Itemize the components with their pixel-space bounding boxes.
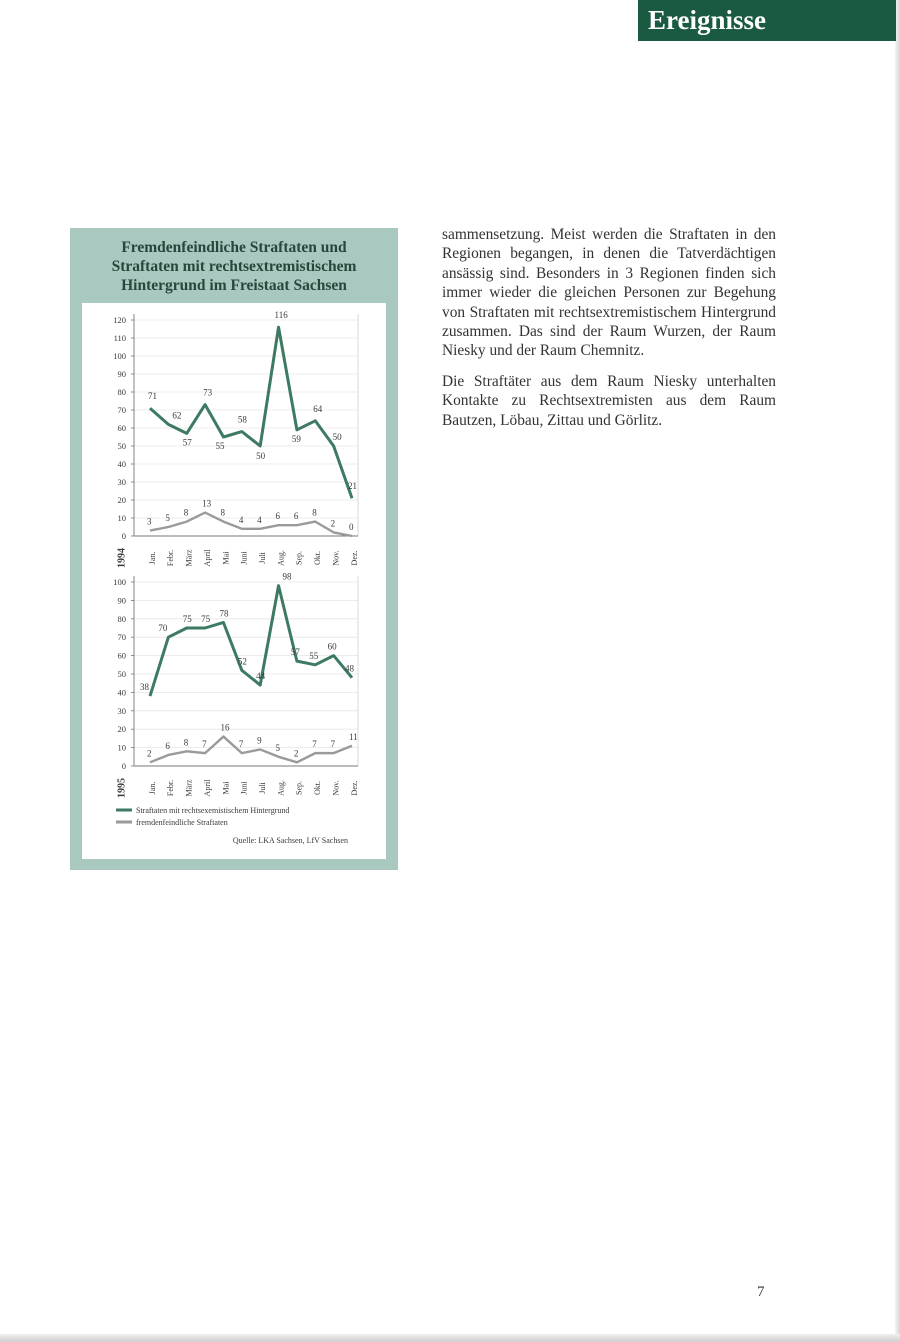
month-label: März	[184, 779, 194, 797]
data-label: 71	[148, 391, 157, 402]
y-tick-label: 100	[113, 577, 126, 587]
y-tick-label: 80	[117, 387, 126, 397]
page-edge	[895, 0, 900, 1342]
y-tick-label: 10	[117, 513, 126, 523]
figure-title-line: Fremdenfeindliche Straftaten und	[121, 239, 347, 256]
data-label: 9	[257, 735, 262, 746]
y-tick-label: 60	[117, 650, 126, 661]
data-label: 5	[275, 742, 281, 753]
chart-panel	[82, 303, 386, 859]
series-line-rechtsextremistisch	[150, 586, 352, 696]
data-label: 8	[220, 507, 225, 518]
data-label: 4	[257, 514, 262, 525]
data-label: 5	[165, 513, 170, 523]
figure-title	[70, 238, 398, 295]
year-label: 1994	[116, 548, 128, 568]
data-label: 52	[237, 656, 247, 667]
data-label: 50	[332, 432, 342, 442]
y-tick-label: 20	[117, 495, 126, 505]
month-label: Nov.	[331, 780, 341, 796]
data-label: 8	[183, 737, 189, 748]
data-label: 3	[147, 516, 152, 527]
page-edge-bottom	[0, 1334, 900, 1342]
data-label: 58	[237, 414, 247, 425]
data-label: 7	[238, 739, 244, 750]
page-number: 7	[757, 1284, 765, 1300]
month-label: Sep.	[294, 551, 304, 565]
source-note: Quelle: LKA Sachsen, LfV Sachsen	[232, 836, 348, 845]
data-label: 73	[203, 387, 213, 398]
month-label: Juni	[239, 551, 249, 565]
data-label: 57	[182, 437, 192, 448]
data-label: 44	[256, 671, 266, 682]
data-label: 6	[165, 740, 170, 751]
line-charts	[82, 303, 386, 859]
data-label: 48	[345, 663, 354, 674]
figure-title-line: Straftaten mit rechtsextremistischem	[111, 258, 357, 275]
month-label: Aug.	[276, 780, 286, 796]
data-label: 11	[349, 731, 358, 742]
y-tick-label: 50	[117, 669, 126, 679]
data-label: 59	[291, 433, 301, 444]
y-tick-label: 40	[117, 687, 126, 698]
y-tick-label: 0	[121, 761, 126, 771]
data-label: 7	[330, 739, 336, 750]
month-label: Dez.	[349, 780, 359, 796]
y-tick-label: 30	[117, 705, 126, 716]
data-label: 8	[183, 507, 189, 518]
month-label: April	[202, 549, 212, 567]
data-label: 0	[349, 522, 354, 532]
figure-title-line: Hintergrund im Freistaat Sachsen	[121, 277, 347, 294]
data-label: 7	[312, 739, 317, 750]
section-title: Ereignisse	[648, 5, 767, 35]
section-header	[638, 0, 896, 41]
y-tick-label: 60	[117, 423, 126, 433]
y-tick-label: 30	[117, 477, 126, 487]
series-line-fremdenfeindlich	[150, 513, 352, 536]
paragraph: Die Straftäter aus dem Raum Niesky unterhalten Kontakte zu Rechtsextremisten aus dem Raum Bautzen, Löbau, Zittau und Görlitz.	[442, 372, 776, 429]
data-label: 60	[327, 641, 337, 652]
month-label: Okt.	[313, 781, 323, 795]
data-label: 2	[147, 748, 152, 759]
data-label: 7	[202, 739, 207, 750]
month-label: Sep.	[294, 781, 304, 795]
month-label: Juli	[258, 782, 268, 794]
data-label: 98	[282, 571, 292, 582]
data-label: 75	[182, 614, 192, 624]
data-label: 6	[293, 511, 299, 522]
legend-label: Straftaten mit rechtsexemistischem Hintergrund	[136, 806, 290, 815]
month-label: Aug.	[276, 550, 286, 566]
y-tick-label: 90	[117, 369, 126, 379]
y-tick-label: 70	[117, 405, 126, 415]
data-label: 62	[172, 410, 182, 421]
month-label: April	[202, 779, 212, 797]
month-label: Mai	[221, 781, 231, 795]
data-label: 2	[293, 748, 299, 759]
body-text	[442, 225, 776, 441]
y-tick-label: 110	[113, 333, 126, 343]
series-line-fremdenfeindlich	[150, 737, 352, 763]
data-label: 16	[220, 722, 230, 733]
data-label: 75	[201, 614, 211, 624]
paragraph: sammensetzung. Meist werden die Straftaten in den Regionen begangen, in denen die Tatverdächtigen ansässig sind. Besonders in 3 Regionen finden sich immer wieder die gleichen Personen zur Begehung von Straftaten mit rechtsextremistischem Hintergrund zusammen. Das sind der Raum Wurzen, der Raum Niesky und der Raum Chemnitz.	[442, 226, 776, 360]
month-label: Mai	[221, 551, 231, 565]
data-label: 78	[219, 608, 229, 619]
y-tick-label: 40	[117, 459, 126, 469]
data-label: 55	[309, 650, 319, 661]
month-label: Nov.	[331, 550, 341, 566]
y-tick-label: 80	[117, 613, 126, 624]
month-label: Dez.	[349, 550, 359, 566]
legend-label: fremdenfeindliche Straftaten	[136, 818, 228, 827]
month-label: März	[184, 549, 194, 567]
y-tick-label: 100	[113, 351, 126, 361]
data-label: 70	[158, 623, 168, 634]
year-label: 1995	[116, 778, 128, 798]
data-label: 6	[275, 511, 281, 522]
month-label: Febr.	[166, 779, 176, 797]
y-tick-label: 50	[117, 441, 126, 451]
y-tick-label: 70	[117, 632, 126, 643]
data-label: 38	[140, 682, 149, 693]
month-label: Okt.	[313, 551, 323, 565]
month-label: Jan.	[147, 781, 157, 795]
data-label: 8	[312, 507, 317, 518]
month-label: Jan.	[147, 551, 157, 565]
y-tick-label: 10	[117, 742, 126, 753]
month-label: Juli	[258, 552, 268, 564]
data-label: 116	[274, 310, 288, 321]
chart-figure	[70, 228, 398, 870]
data-label: 50	[256, 451, 266, 461]
data-label: 2	[330, 518, 336, 529]
data-label: 4	[238, 514, 244, 525]
data-label: 13	[202, 498, 212, 509]
y-tick-label: 120	[113, 315, 126, 325]
data-label: 57	[290, 647, 300, 658]
y-tick-label: 20	[117, 724, 126, 735]
data-label: 55	[215, 441, 225, 451]
month-label: Juni	[239, 781, 249, 795]
y-tick-label: 0	[121, 531, 126, 541]
data-label: 21	[348, 481, 357, 492]
data-label: 64	[313, 403, 323, 414]
y-tick-label: 90	[117, 595, 126, 606]
month-label: Febr.	[166, 549, 176, 567]
